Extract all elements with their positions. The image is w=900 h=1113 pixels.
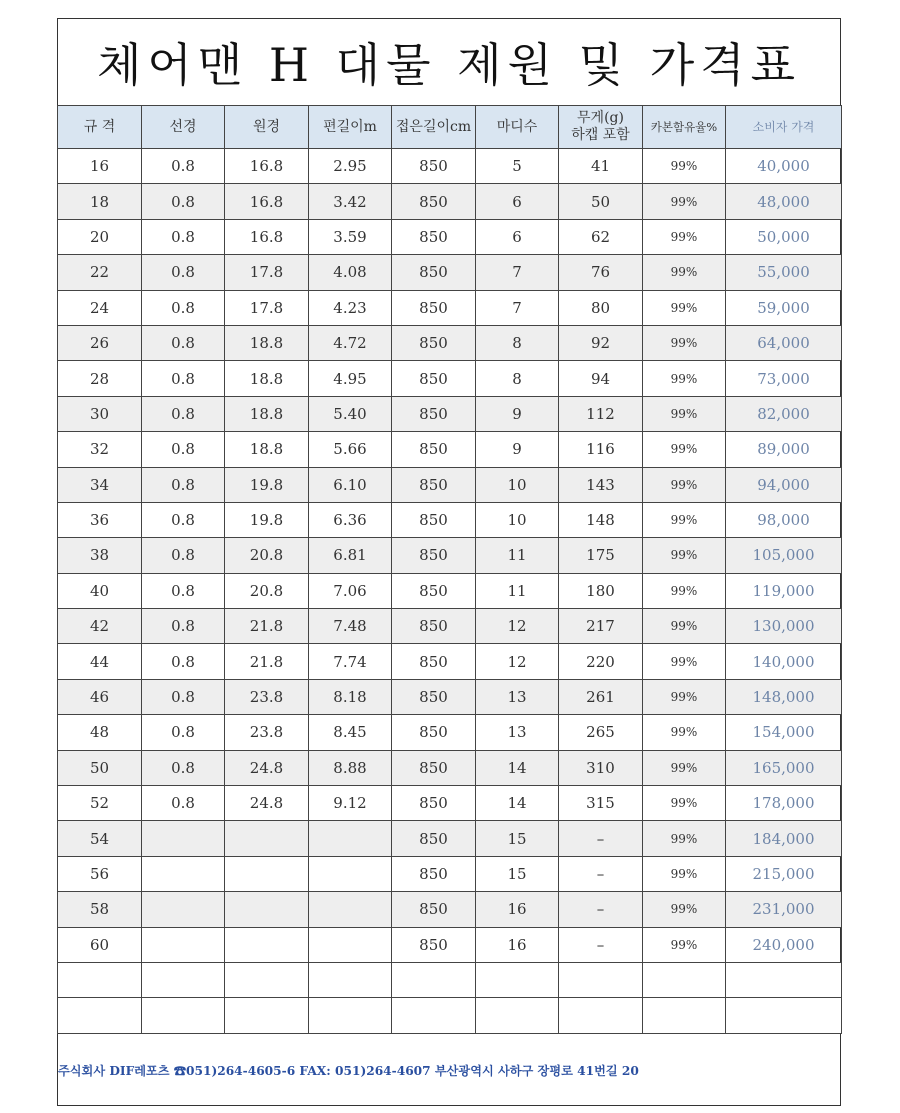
cell-sections: 15 — [476, 821, 559, 856]
cell-outer: 23.8 — [225, 715, 309, 750]
header-row — [58, 106, 842, 149]
cell-folded: 850 — [392, 538, 476, 573]
cell-length — [309, 821, 392, 856]
cell-weight: 143 — [559, 467, 643, 502]
table-row — [58, 715, 842, 750]
cell-spec: 46 — [58, 679, 142, 714]
cell-folded: 850 — [392, 644, 476, 679]
cell-length: 2.95 — [309, 149, 392, 184]
cell-outer: 24.8 — [225, 786, 309, 821]
cell-sections: 7 — [476, 255, 559, 290]
table-row — [58, 538, 842, 573]
blank-row — [58, 998, 842, 1033]
cell-length: 4.95 — [309, 361, 392, 396]
cell-folded: 850 — [392, 892, 476, 927]
cell-wire: 0.8 — [142, 609, 225, 644]
cell-wire: 0.8 — [142, 255, 225, 290]
table-row — [58, 149, 842, 184]
header-sections: 마디수 — [476, 106, 559, 149]
cell-carbon: 99% — [643, 750, 726, 785]
blank-cell — [309, 962, 392, 997]
cell-wire — [142, 892, 225, 927]
cell-folded: 850 — [392, 679, 476, 714]
cell-outer — [225, 821, 309, 856]
blank-cell — [476, 998, 559, 1033]
cell-weight: 92 — [559, 325, 643, 360]
cell-folded: 850 — [392, 573, 476, 608]
cell-price: 94,000 — [726, 467, 842, 502]
cell-wire: 0.8 — [142, 715, 225, 750]
cell-wire: 0.8 — [142, 432, 225, 467]
cell-weight: 62 — [559, 219, 643, 254]
cell-price: 130,000 — [726, 609, 842, 644]
table-row — [58, 679, 842, 714]
cell-spec: 24 — [58, 290, 142, 325]
table-row — [58, 467, 842, 502]
cell-outer: 16.8 — [225, 149, 309, 184]
cell-length: 7.06 — [309, 573, 392, 608]
blank-row — [58, 962, 842, 997]
cell-folded: 850 — [392, 219, 476, 254]
blank-cell — [225, 998, 309, 1033]
cell-sections: 16 — [476, 927, 559, 962]
table-row — [58, 184, 842, 219]
cell-length: 4.08 — [309, 255, 392, 290]
cell-sections: 6 — [476, 184, 559, 219]
table-row — [58, 290, 842, 325]
cell-weight: 217 — [559, 609, 643, 644]
cell-weight: 41 — [559, 149, 643, 184]
cell-carbon: 99% — [643, 715, 726, 750]
table-row — [58, 644, 842, 679]
cell-weight: 310 — [559, 750, 643, 785]
cell-price: 82,000 — [726, 396, 842, 431]
table-row — [58, 361, 842, 396]
cell-carbon: 99% — [643, 573, 726, 608]
header-length: 편길이m — [309, 106, 392, 149]
cell-folded: 850 — [392, 361, 476, 396]
cell-wire: 0.8 — [142, 361, 225, 396]
cell-wire: 0.8 — [142, 786, 225, 821]
cell-spec: 36 — [58, 502, 142, 537]
cell-outer: 17.8 — [225, 290, 309, 325]
cell-sections: 11 — [476, 538, 559, 573]
cell-weight: 180 — [559, 573, 643, 608]
cell-wire: 0.8 — [142, 219, 225, 254]
blank-cell — [58, 962, 142, 997]
header-folded: 접은길이cm — [392, 106, 476, 149]
cell-outer: 20.8 — [225, 538, 309, 573]
cell-price: 215,000 — [726, 856, 842, 891]
blank-cell — [726, 962, 842, 997]
cell-length: 7.48 — [309, 609, 392, 644]
header-wire: 선경 — [142, 106, 225, 149]
cell-weight: 148 — [559, 502, 643, 537]
table-row — [58, 219, 842, 254]
table-row — [58, 856, 842, 891]
table-row — [58, 927, 842, 962]
cell-outer: 18.8 — [225, 361, 309, 396]
cell-folded: 850 — [392, 432, 476, 467]
cell-carbon: 99% — [643, 149, 726, 184]
blank-cell — [476, 962, 559, 997]
table-row — [58, 821, 842, 856]
cell-outer: 16.8 — [225, 219, 309, 254]
cell-price: 178,000 — [726, 786, 842, 821]
cell-folded: 850 — [392, 786, 476, 821]
cell-price: 59,000 — [726, 290, 842, 325]
cell-sections: 11 — [476, 573, 559, 608]
table-row — [58, 573, 842, 608]
cell-spec: 44 — [58, 644, 142, 679]
cell-folded: 850 — [392, 927, 476, 962]
cell-sections: 12 — [476, 644, 559, 679]
cell-spec: 20 — [58, 219, 142, 254]
cell-carbon: 99% — [643, 219, 726, 254]
cell-length: 6.10 — [309, 467, 392, 502]
cell-folded: 850 — [392, 255, 476, 290]
cell-price: 119,000 — [726, 573, 842, 608]
blank-cell — [225, 962, 309, 997]
cell-carbon: 99% — [643, 502, 726, 537]
cell-carbon: 99% — [643, 856, 726, 891]
price-sheet — [57, 18, 841, 1106]
cell-wire: 0.8 — [142, 750, 225, 785]
cell-outer: 17.8 — [225, 255, 309, 290]
header-outer: 원경 — [225, 106, 309, 149]
cell-wire: 0.8 — [142, 149, 225, 184]
cell-folded: 850 — [392, 609, 476, 644]
cell-length — [309, 856, 392, 891]
cell-outer — [225, 856, 309, 891]
cell-spec: 48 — [58, 715, 142, 750]
cell-price: 89,000 — [726, 432, 842, 467]
cell-weight: – — [559, 856, 643, 891]
blank-cell — [142, 962, 225, 997]
cell-spec: 26 — [58, 325, 142, 360]
cell-folded: 850 — [392, 856, 476, 891]
header-weight — [559, 106, 643, 149]
blank-cell — [559, 962, 643, 997]
cell-outer: 19.8 — [225, 502, 309, 537]
cell-sections: 5 — [476, 149, 559, 184]
cell-price: 40,000 — [726, 149, 842, 184]
cell-length: 5.40 — [309, 396, 392, 431]
price-table — [57, 105, 842, 1034]
cell-sections: 10 — [476, 502, 559, 537]
blank-cell — [726, 998, 842, 1033]
cell-sections: 8 — [476, 361, 559, 396]
cell-price: 64,000 — [726, 325, 842, 360]
cell-sections: 10 — [476, 467, 559, 502]
cell-wire: 0.8 — [142, 290, 225, 325]
cell-spec: 32 — [58, 432, 142, 467]
cell-wire: 0.8 — [142, 325, 225, 360]
cell-weight: – — [559, 927, 643, 962]
cell-length: 6.36 — [309, 502, 392, 537]
cell-price: 154,000 — [726, 715, 842, 750]
cell-price: 73,000 — [726, 361, 842, 396]
cell-wire — [142, 927, 225, 962]
cell-spec: 50 — [58, 750, 142, 785]
header-spec: 규 격 — [58, 106, 142, 149]
cell-weight: – — [559, 821, 643, 856]
cell-outer: 18.8 — [225, 325, 309, 360]
cell-folded: 850 — [392, 149, 476, 184]
table-row — [58, 396, 842, 431]
cell-weight: 80 — [559, 290, 643, 325]
cell-carbon: 99% — [643, 361, 726, 396]
cell-weight: 50 — [559, 184, 643, 219]
cell-weight: 112 — [559, 396, 643, 431]
table-row — [58, 325, 842, 360]
cell-price: 231,000 — [726, 892, 842, 927]
cell-carbon: 99% — [643, 184, 726, 219]
cell-price: 98,000 — [726, 502, 842, 537]
cell-carbon: 99% — [643, 396, 726, 431]
cell-length: 7.74 — [309, 644, 392, 679]
cell-price: 148,000 — [726, 679, 842, 714]
table-row — [58, 786, 842, 821]
cell-spec: 30 — [58, 396, 142, 431]
cell-outer: 21.8 — [225, 609, 309, 644]
cell-weight: 76 — [559, 255, 643, 290]
table-row — [58, 750, 842, 785]
blank-cell — [58, 998, 142, 1033]
cell-length — [309, 892, 392, 927]
cell-carbon: 99% — [643, 892, 726, 927]
cell-folded: 850 — [392, 184, 476, 219]
cell-sections: 12 — [476, 609, 559, 644]
cell-weight: 175 — [559, 538, 643, 573]
cell-outer: 18.8 — [225, 432, 309, 467]
blank-cell — [643, 962, 726, 997]
cell-spec: 58 — [58, 892, 142, 927]
cell-carbon: 99% — [643, 609, 726, 644]
cell-carbon: 99% — [643, 325, 726, 360]
cell-length: 4.23 — [309, 290, 392, 325]
cell-sections: 6 — [476, 219, 559, 254]
cell-spec: 38 — [58, 538, 142, 573]
cell-length — [309, 927, 392, 962]
cell-carbon: 99% — [643, 821, 726, 856]
cell-sections: 13 — [476, 679, 559, 714]
cell-folded: 850 — [392, 325, 476, 360]
cell-outer — [225, 927, 309, 962]
cell-spec: 18 — [58, 184, 142, 219]
cell-carbon: 99% — [643, 290, 726, 325]
footer-contact: 주식회사 DIF레포츠 ☎051)264-4605-6 FAX: 051)264-4607 부산광역시 사하구 장평로 41번길 20 — [58, 1064, 639, 1078]
header-weight-line1: 무게(g) — [577, 110, 624, 126]
cell-outer: 19.8 — [225, 467, 309, 502]
cell-length: 5.66 — [309, 432, 392, 467]
cell-price: 184,000 — [726, 821, 842, 856]
cell-wire: 0.8 — [142, 396, 225, 431]
header-carbon: 카본함유율% — [643, 106, 726, 149]
cell-carbon: 99% — [643, 255, 726, 290]
cell-sections: 14 — [476, 786, 559, 821]
cell-length: 6.81 — [309, 538, 392, 573]
cell-outer: 18.8 — [225, 396, 309, 431]
table-row — [58, 609, 842, 644]
cell-length: 4.72 — [309, 325, 392, 360]
cell-outer — [225, 892, 309, 927]
page-title: 체어맨 H 대물 제원 및 가격표 — [96, 38, 802, 92]
cell-folded: 850 — [392, 715, 476, 750]
header-price: 소비자 가격 — [726, 106, 842, 149]
cell-wire: 0.8 — [142, 573, 225, 608]
cell-price: 165,000 — [726, 750, 842, 785]
cell-outer: 23.8 — [225, 679, 309, 714]
cell-length: 8.18 — [309, 679, 392, 714]
cell-length: 8.88 — [309, 750, 392, 785]
cell-spec: 40 — [58, 573, 142, 608]
table-row — [58, 432, 842, 467]
cell-outer: 16.8 — [225, 184, 309, 219]
cell-spec: 52 — [58, 786, 142, 821]
cell-spec: 54 — [58, 821, 142, 856]
cell-carbon: 99% — [643, 927, 726, 962]
cell-spec: 16 — [58, 149, 142, 184]
cell-sections: 14 — [476, 750, 559, 785]
cell-weight: – — [559, 892, 643, 927]
cell-weight: 116 — [559, 432, 643, 467]
cell-spec: 60 — [58, 927, 142, 962]
cell-folded: 850 — [392, 750, 476, 785]
cell-length: 3.42 — [309, 184, 392, 219]
cell-wire: 0.8 — [142, 502, 225, 537]
blank-cell — [559, 998, 643, 1033]
cell-length: 3.59 — [309, 219, 392, 254]
cell-wire: 0.8 — [142, 644, 225, 679]
cell-spec: 28 — [58, 361, 142, 396]
cell-sections: 7 — [476, 290, 559, 325]
cell-price: 240,000 — [726, 927, 842, 962]
blank-cell — [392, 962, 476, 997]
cell-weight: 315 — [559, 786, 643, 821]
cell-length: 9.12 — [309, 786, 392, 821]
cell-outer: 20.8 — [225, 573, 309, 608]
cell-price: 55,000 — [726, 255, 842, 290]
cell-sections: 13 — [476, 715, 559, 750]
cell-length: 8.45 — [309, 715, 392, 750]
blank-cell — [643, 998, 726, 1033]
table-row — [58, 502, 842, 537]
cell-weight: 261 — [559, 679, 643, 714]
cell-spec: 22 — [58, 255, 142, 290]
cell-carbon: 99% — [643, 786, 726, 821]
cell-sections: 9 — [476, 396, 559, 431]
cell-carbon: 99% — [643, 432, 726, 467]
cell-outer: 21.8 — [225, 644, 309, 679]
blank-cell — [142, 998, 225, 1033]
cell-sections: 15 — [476, 856, 559, 891]
cell-sections: 8 — [476, 325, 559, 360]
cell-weight: 220 — [559, 644, 643, 679]
cell-price: 140,000 — [726, 644, 842, 679]
cell-spec: 56 — [58, 856, 142, 891]
cell-sections: 16 — [476, 892, 559, 927]
cell-price: 48,000 — [726, 184, 842, 219]
cell-folded: 850 — [392, 290, 476, 325]
cell-wire: 0.8 — [142, 538, 225, 573]
cell-wire: 0.8 — [142, 679, 225, 714]
cell-carbon: 99% — [643, 644, 726, 679]
cell-folded: 850 — [392, 396, 476, 431]
cell-folded: 850 — [392, 467, 476, 502]
cell-spec: 42 — [58, 609, 142, 644]
table-row — [58, 892, 842, 927]
cell-wire — [142, 821, 225, 856]
cell-wire: 0.8 — [142, 184, 225, 219]
cell-carbon: 99% — [643, 467, 726, 502]
cell-folded: 850 — [392, 821, 476, 856]
cell-folded: 850 — [392, 502, 476, 537]
cell-spec: 34 — [58, 467, 142, 502]
blank-cell — [392, 998, 476, 1033]
cell-weight: 265 — [559, 715, 643, 750]
cell-price: 50,000 — [726, 219, 842, 254]
cell-outer: 24.8 — [225, 750, 309, 785]
header-weight-line2: 하캡 포함 — [571, 127, 630, 143]
cell-weight: 94 — [559, 361, 643, 396]
cell-wire — [142, 856, 225, 891]
table-row — [58, 255, 842, 290]
cell-price: 105,000 — [726, 538, 842, 573]
cell-wire: 0.8 — [142, 467, 225, 502]
cell-sections: 9 — [476, 432, 559, 467]
cell-carbon: 99% — [643, 679, 726, 714]
cell-carbon: 99% — [643, 538, 726, 573]
blank-cell — [309, 998, 392, 1033]
